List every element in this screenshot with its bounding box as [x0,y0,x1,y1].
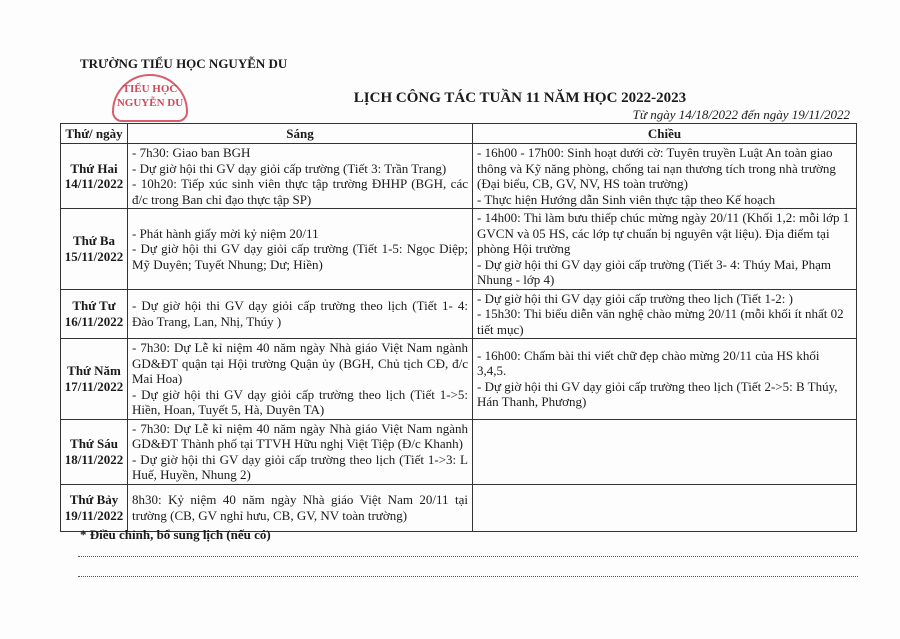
day-cell [61,484,128,531]
schedule-table [60,123,857,532]
afternoon-cell [473,144,857,209]
stamp-line: NGUYỄN DU [116,97,184,109]
day-name: Thứ Năm [67,363,121,379]
morning-cell [128,339,473,420]
schedule-item: - 14h00: Thi làm bưu thiếp chúc mừng ngày 20/11 (Khối 1,2: mỗi lớp 1 GVCN và 05 HS, các lớp tự chuẩn bị nguyên vật liệu). Địa điểm tại phòng Hội trường [477,210,850,256]
day-name: Thứ Hai [70,160,118,176]
day-cell [61,419,128,484]
stamp-line: TIỂU HỌC [122,83,178,95]
day-cell [61,144,128,209]
morning-cell [128,484,473,531]
day-name: Thứ Ba [72,233,116,249]
day-date: 17/11/2022 [64,378,124,394]
table-row [61,209,857,290]
day-cell [61,289,128,339]
day-cell [61,339,128,420]
morning-cell [128,144,473,209]
dotted-line [78,576,858,577]
schedule-item: - Dự giờ hội thi GV dạy giỏi cấp trường theo lịch (Tiết 1->3: L Huế, Huyền, Nhung 2) [132,451,468,482]
day-date: 16/11/2022 [64,313,124,329]
schedule-item: - 16h00 - 17h00: Sinh hoạt dưới cờ: Tuyên truyền Luật An toàn giao thông và Kỹ năng phòng, chống tai nạn thương tích trong nhà trường (Đại biểu, CB, GV, NV, HS toàn trường) [477,145,836,191]
day-date: 14/11/2022 [64,176,124,191]
table-row [61,144,857,209]
day-date: 15/11/2022 [64,248,124,264]
dotted-line [78,556,858,557]
schedule-item: - Phát hành giấy mời kỷ niệm 20/11 [132,225,319,241]
schedule-item: - 16h00: Chấm bài thi viết chữ đẹp chào mừng 20/11 của HS khối 3,4,5. [477,347,820,379]
schedule-item: - Dự giờ hội thi GV dạy giỏi cấp trường theo lịch (Tiết 2->5: B Thúy, Hán Thanh, Phương) [477,378,838,410]
school-name: TRƯỜNG TIỂU HỌC NGUYỄN DU [80,56,288,71]
page-title: LỊCH CÔNG TÁC TUẦN 11 NĂM HỌC 2022-2023 [353,90,687,106]
table-row [61,484,857,531]
date-range: Từ ngày 14/18/2022 đến ngày 19/11/2022 [632,107,850,122]
schedule-item: - Thực hiện Hướng dẫn Sinh viên thực tập theo Kế hoạch [477,191,776,207]
table-row [61,289,857,339]
day-date: 18/11/2022 [64,451,124,467]
afternoon-cell [473,339,857,420]
schedule-item: - Dự giờ hội thi GV dạy giỏi cấp trường theo lịch (Tiết 1->5: Hiền, Hoan, Tuyết 5, Hà, Duyên TA) [132,386,468,417]
schedule-item: - Dự giờ hội thi GV dạy giỏi cấp trường theo lịch (Tiết 1-2: ) [477,290,793,306]
schedule-item: - 15h30: Thi biểu diễn văn nghệ chào mừng 20/11 (mỗi khối ít nhất 02 tiết mục) [477,306,844,337]
schedule-item: - Dự giờ hội thi GV dạy giỏi cấp trường (Tiết 3- 4: Thúy Mai, Phạm Nhung - lớp 4) [477,256,832,287]
schedule-item: - Dự giờ hội thi GV dạy giỏi cấp trường theo lịch (Tiết 1- 4: Đào Trang, Lan, Nhị, Thúy ) [132,298,468,329]
morning-cell [128,289,473,339]
column-header: Thứ/ ngày [61,124,128,144]
afternoon-cell [473,289,857,339]
afternoon-cell [473,419,857,484]
day-name: Thứ Sáu [70,436,118,451]
schedule-item: - 10h20: Tiếp xúc sinh viên thực tập trường ĐHHP (BGH, các đ/c trong Ban chỉ đạo thực tập SP) [132,176,468,207]
day-name: Thứ Tư [72,298,116,314]
afternoon-cell [473,484,857,531]
adjustment-note: * Điều chỉnh, bổ sung lịch (nếu có) [80,527,271,542]
morning-cell [128,209,473,290]
column-header: Chiều [473,124,857,144]
schedule-item: - Dự giờ hội thi GV dạy giỏi cấp trường (Tiết 1-5: Ngọc Diệp; Mỹ Duyên; Tuyết Nhung; Dư; Hiền) [132,241,468,272]
afternoon-cell [473,209,857,290]
schedule-item: 8h30: Kỷ niệm 40 năm ngày Nhà giáo Việt Nam 20/11 tại trường (CB, GV nghỉ hưu, CB, GV, NV toàn trường) [132,492,468,523]
schedule-item: - Dự giờ hội thi GV dạy giỏi cấp trường (Tiết 3: Trần Trang) [132,160,447,176]
table-row [61,419,857,484]
morning-cell [128,419,473,484]
day-cell [61,209,128,290]
column-header: Sáng [128,124,473,144]
schedule-item: - 7h30: Dự Lễ kỉ niệm 40 năm ngày Nhà giáo Việt Nam ngành GD&ĐT Thành phố tại TTVH Hữu nghị Việt Tiệp (Đ/c Khanh) [132,420,468,451]
table-row [61,339,857,420]
schedule-item: - 7h30: Dự Lễ kỉ niệm 40 năm ngày Nhà giáo Việt Nam ngành GD&ĐT quận tại Hội trường Quận ủy (BGH, Chủ tịch CĐ, đ/c Mai Hoa) [132,340,468,386]
day-name: Thứ Bảy [69,492,119,507]
schedule-item: - 7h30: Giao ban BGH [132,145,251,160]
day-date: 19/11/2022 [64,507,124,523]
